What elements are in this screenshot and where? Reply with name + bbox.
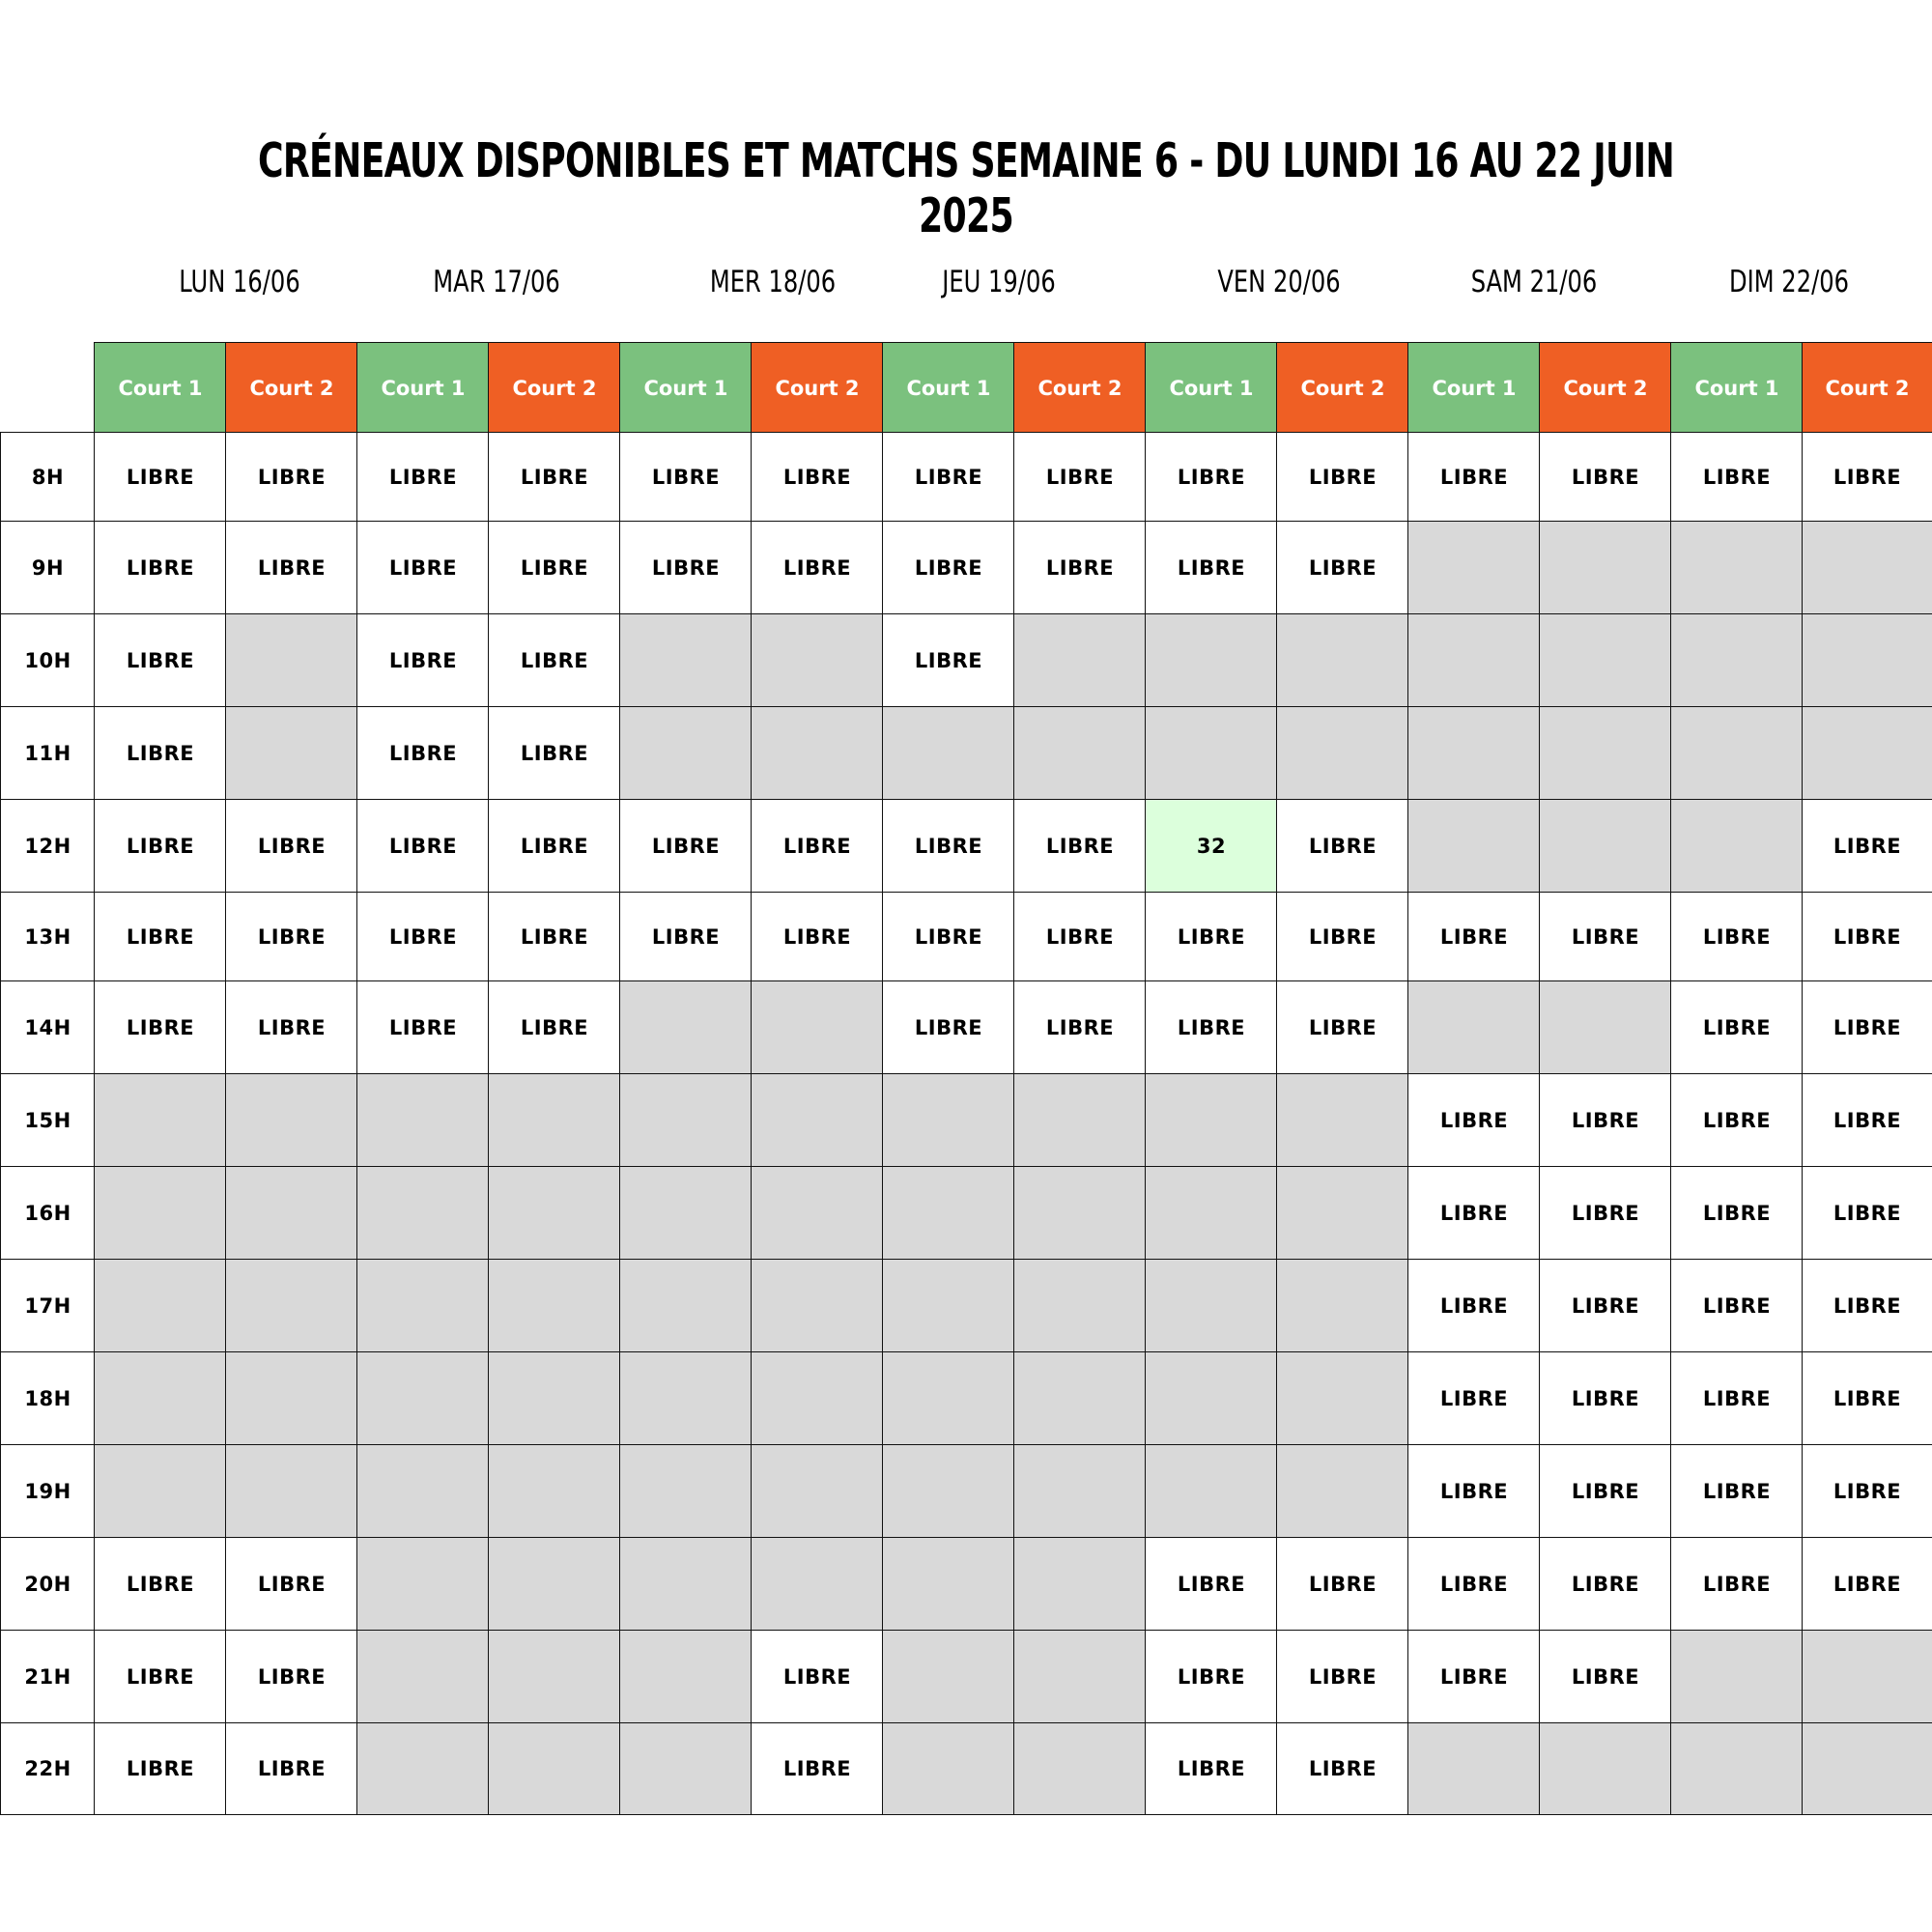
court-header: Court 1 — [356, 342, 490, 434]
free-slot[interactable]: LIBRE — [1145, 980, 1278, 1075]
free-slot[interactable]: LIBRE — [1802, 892, 1932, 982]
court-header: Court 1 — [1670, 342, 1804, 434]
unavailable-slot — [1276, 613, 1409, 708]
day-header: DIM 22/06 — [1729, 265, 1849, 299]
hour-label: 12H — [0, 799, 96, 894]
unavailable-slot — [619, 1537, 753, 1632]
unavailable-slot — [1407, 521, 1541, 615]
court-header: Court 1 — [1145, 342, 1278, 434]
free-slot[interactable]: LIBRE — [882, 613, 1015, 708]
day-header: LUN 16/06 — [179, 265, 300, 299]
free-slot[interactable]: LIBRE — [1670, 892, 1804, 982]
free-slot[interactable]: LIBRE — [356, 980, 490, 1075]
free-slot[interactable]: LIBRE — [488, 892, 621, 982]
free-slot[interactable]: LIBRE — [1670, 1259, 1804, 1353]
unavailable-slot — [1407, 799, 1541, 894]
free-slot[interactable]: LIBRE — [488, 799, 621, 894]
match-slot[interactable]: 32 — [1145, 799, 1278, 894]
unavailable-slot — [488, 1351, 621, 1446]
free-slot[interactable]: LIBRE — [1670, 980, 1804, 1075]
free-slot[interactable]: LIBRE — [1539, 892, 1672, 982]
unavailable-slot — [488, 1537, 621, 1632]
unavailable-slot — [356, 1722, 490, 1815]
unavailable-slot — [882, 1722, 1015, 1815]
unavailable-slot — [1013, 1073, 1147, 1168]
unavailable-slot — [1013, 1722, 1147, 1815]
unavailable-slot — [1539, 521, 1672, 615]
unavailable-slot — [1407, 613, 1541, 708]
unavailable-slot — [751, 1537, 884, 1632]
unavailable-slot — [1802, 706, 1932, 801]
unavailable-slot — [1539, 799, 1672, 894]
free-slot[interactable]: LIBRE — [94, 706, 227, 801]
free-slot[interactable]: LIBRE — [356, 706, 490, 801]
unavailable-slot — [225, 1259, 358, 1353]
free-slot[interactable]: LIBRE — [225, 980, 358, 1075]
free-slot[interactable]: LIBRE — [1802, 1351, 1932, 1446]
hour-label: 17H — [0, 1259, 96, 1353]
court-header: Court 2 — [488, 342, 621, 434]
free-slot[interactable]: LIBRE — [225, 892, 358, 982]
unavailable-slot — [1276, 1259, 1409, 1353]
free-slot[interactable]: LIBRE — [1802, 1073, 1932, 1168]
unavailable-slot — [356, 1166, 490, 1261]
unavailable-slot — [1145, 1259, 1278, 1353]
free-slot[interactable]: LIBRE — [225, 1537, 358, 1632]
free-slot[interactable]: LIBRE — [1276, 980, 1409, 1075]
free-slot[interactable]: LIBRE — [1407, 1537, 1541, 1632]
free-slot[interactable]: LIBRE — [1013, 521, 1147, 615]
free-slot[interactable]: LIBRE — [751, 892, 884, 982]
free-slot[interactable]: LIBRE — [94, 980, 227, 1075]
unavailable-slot — [225, 1073, 358, 1168]
free-slot[interactable]: LIBRE — [356, 613, 490, 708]
unavailable-slot — [619, 980, 753, 1075]
unavailable-slot — [94, 1259, 227, 1353]
unavailable-slot — [619, 1630, 753, 1724]
unavailable-slot — [1670, 521, 1804, 615]
court-header: Court 1 — [619, 342, 753, 434]
unavailable-slot — [94, 1351, 227, 1446]
hour-label: 18H — [0, 1351, 96, 1446]
free-slot[interactable]: LIBRE — [619, 432, 753, 523]
free-slot[interactable]: LIBRE — [1670, 1444, 1804, 1539]
unavailable-slot — [1013, 1537, 1147, 1632]
unavailable-slot — [619, 1073, 753, 1168]
free-slot[interactable]: LIBRE — [751, 432, 884, 523]
free-slot[interactable]: LIBRE — [1539, 432, 1672, 523]
unavailable-slot — [1145, 1351, 1278, 1446]
free-slot[interactable]: LIBRE — [1670, 1166, 1804, 1261]
free-slot[interactable]: LIBRE — [1407, 1444, 1541, 1539]
unavailable-slot — [619, 706, 753, 801]
free-slot[interactable]: LIBRE — [1145, 1722, 1278, 1815]
hour-label: 8H — [0, 432, 96, 523]
court-header: Court 2 — [1539, 342, 1672, 434]
day-header: MAR 17/06 — [433, 265, 560, 299]
free-slot[interactable]: LIBRE — [1539, 1073, 1672, 1168]
free-slot[interactable]: LIBRE — [619, 799, 753, 894]
unavailable-slot — [1539, 1722, 1672, 1815]
unavailable-slot — [1539, 706, 1672, 801]
free-slot[interactable]: LIBRE — [1276, 799, 1409, 894]
unavailable-slot — [619, 1259, 753, 1353]
day-header: MER 18/06 — [709, 265, 837, 299]
unavailable-slot — [225, 1444, 358, 1539]
free-slot[interactable]: LIBRE — [1539, 1630, 1672, 1724]
unavailable-slot — [1670, 799, 1804, 894]
free-slot[interactable]: LIBRE — [1407, 432, 1541, 523]
unavailable-slot — [225, 613, 358, 708]
day-header: JEU 19/06 — [942, 265, 1056, 299]
free-slot[interactable]: LIBRE — [882, 799, 1015, 894]
free-slot[interactable]: LIBRE — [751, 1722, 884, 1815]
court-header: Court 1 — [882, 342, 1015, 434]
free-slot[interactable]: LIBRE — [1407, 1259, 1541, 1353]
free-slot[interactable]: LIBRE — [1276, 1537, 1409, 1632]
unavailable-slot — [356, 1073, 490, 1168]
unavailable-slot — [1407, 980, 1541, 1075]
free-slot[interactable]: LIBRE — [1145, 1630, 1278, 1724]
free-slot[interactable]: LIBRE — [1013, 980, 1147, 1075]
hour-label: 22H — [0, 1722, 96, 1815]
free-slot[interactable]: LIBRE — [225, 432, 358, 523]
free-slot[interactable]: LIBRE — [94, 1537, 227, 1632]
free-slot[interactable]: LIBRE — [1802, 1166, 1932, 1261]
free-slot[interactable]: LIBRE — [1802, 1537, 1932, 1632]
free-slot[interactable]: LIBRE — [356, 521, 490, 615]
unavailable-slot — [1539, 980, 1672, 1075]
free-slot[interactable]: LIBRE — [488, 521, 621, 615]
free-slot[interactable]: LIBRE — [619, 892, 753, 982]
unavailable-slot — [751, 1259, 884, 1353]
free-slot[interactable]: LIBRE — [94, 613, 227, 708]
free-slot[interactable]: LIBRE — [882, 521, 1015, 615]
free-slot[interactable]: LIBRE — [225, 1630, 358, 1724]
unavailable-slot — [94, 1444, 227, 1539]
free-slot[interactable]: LIBRE — [1539, 1259, 1672, 1353]
free-slot[interactable]: LIBRE — [1145, 1537, 1278, 1632]
unavailable-slot — [356, 1444, 490, 1539]
unavailable-slot — [1802, 1630, 1932, 1724]
hour-label: 10H — [0, 613, 96, 708]
unavailable-slot — [356, 1537, 490, 1632]
hour-label: 15H — [0, 1073, 96, 1168]
unavailable-slot — [1013, 1351, 1147, 1446]
free-slot[interactable]: LIBRE — [1145, 521, 1278, 615]
free-slot[interactable]: LIBRE — [94, 799, 227, 894]
unavailable-slot — [619, 613, 753, 708]
unavailable-slot — [1276, 1351, 1409, 1446]
unavailable-slot — [1145, 706, 1278, 801]
hour-label: 14H — [0, 980, 96, 1075]
free-slot[interactable]: LIBRE — [751, 799, 884, 894]
free-slot[interactable]: LIBRE — [1539, 1444, 1672, 1539]
unavailable-slot — [488, 1073, 621, 1168]
free-slot[interactable]: LIBRE — [488, 613, 621, 708]
free-slot[interactable]: LIBRE — [488, 980, 621, 1075]
free-slot[interactable]: LIBRE — [1407, 1351, 1541, 1446]
unavailable-slot — [1670, 1630, 1804, 1724]
free-slot[interactable]: LIBRE — [1802, 980, 1932, 1075]
free-slot[interactable]: LIBRE — [225, 799, 358, 894]
unavailable-slot — [882, 706, 1015, 801]
free-slot[interactable]: LIBRE — [488, 706, 621, 801]
free-slot[interactable]: LIBRE — [1276, 432, 1409, 523]
free-slot[interactable]: LIBRE — [1670, 1537, 1804, 1632]
court-header: Court 1 — [1407, 342, 1541, 434]
free-slot[interactable]: LIBRE — [619, 521, 753, 615]
free-slot[interactable]: LIBRE — [1539, 1351, 1672, 1446]
free-slot[interactable]: LIBRE — [225, 521, 358, 615]
court-header: Court 2 — [1802, 342, 1932, 434]
unavailable-slot — [225, 706, 358, 801]
free-slot[interactable]: LIBRE — [1407, 1630, 1541, 1724]
unavailable-slot — [1802, 521, 1932, 615]
day-header: VEN 20/06 — [1217, 265, 1341, 299]
free-slot[interactable]: LIBRE — [1407, 1073, 1541, 1168]
hour-label: 19H — [0, 1444, 96, 1539]
unavailable-slot — [751, 706, 884, 801]
hour-label: 20H — [0, 1537, 96, 1632]
free-slot[interactable]: LIBRE — [1013, 432, 1147, 523]
unavailable-slot — [225, 1166, 358, 1261]
free-slot[interactable]: LIBRE — [94, 521, 227, 615]
free-slot[interactable]: LIBRE — [1670, 1073, 1804, 1168]
unavailable-slot — [488, 1722, 621, 1815]
unavailable-slot — [882, 1537, 1015, 1632]
unavailable-slot — [356, 1630, 490, 1724]
free-slot[interactable]: LIBRE — [751, 521, 884, 615]
free-slot[interactable]: LIBRE — [94, 1722, 227, 1815]
unavailable-slot — [751, 1073, 884, 1168]
unavailable-slot — [882, 1073, 1015, 1168]
free-slot[interactable]: LIBRE — [94, 892, 227, 982]
unavailable-slot — [1276, 1444, 1409, 1539]
unavailable-slot — [356, 1351, 490, 1446]
unavailable-slot — [751, 1166, 884, 1261]
free-slot[interactable]: LIBRE — [356, 799, 490, 894]
court-header: Court 2 — [1013, 342, 1147, 434]
unavailable-slot — [882, 1166, 1015, 1261]
unavailable-slot — [619, 1722, 753, 1815]
unavailable-slot — [1013, 1444, 1147, 1539]
free-slot[interactable]: LIBRE — [1013, 892, 1147, 982]
unavailable-slot — [1670, 706, 1804, 801]
free-slot[interactable]: LIBRE — [1013, 799, 1147, 894]
free-slot[interactable]: LIBRE — [1802, 432, 1932, 523]
court-header: Court 2 — [1276, 342, 1409, 434]
unavailable-slot — [882, 1259, 1015, 1353]
free-slot[interactable]: LIBRE — [882, 892, 1015, 982]
unavailable-slot — [751, 613, 884, 708]
free-slot[interactable]: LIBRE — [751, 1630, 884, 1724]
unavailable-slot — [1276, 1073, 1409, 1168]
unavailable-slot — [751, 1351, 884, 1446]
free-slot[interactable]: LIBRE — [1407, 892, 1541, 982]
court-header: Court 2 — [225, 342, 358, 434]
unavailable-slot — [882, 1351, 1015, 1446]
unavailable-slot — [619, 1166, 753, 1261]
unavailable-slot — [1407, 1722, 1541, 1815]
free-slot[interactable]: LIBRE — [356, 892, 490, 982]
free-slot[interactable]: LIBRE — [94, 1630, 227, 1724]
unavailable-slot — [1013, 1630, 1147, 1724]
court-header: Court 1 — [94, 342, 227, 434]
free-slot[interactable]: LIBRE — [1276, 521, 1409, 615]
free-slot[interactable]: LIBRE — [1276, 1722, 1409, 1815]
unavailable-slot — [488, 1630, 621, 1724]
free-slot[interactable]: LIBRE — [488, 432, 621, 523]
unavailable-slot — [1013, 1259, 1147, 1353]
free-slot[interactable]: LIBRE — [1145, 892, 1278, 982]
free-slot[interactable]: LIBRE — [1539, 1166, 1672, 1261]
free-slot[interactable]: LIBRE — [1802, 1444, 1932, 1539]
unavailable-slot — [1013, 1166, 1147, 1261]
free-slot[interactable]: LIBRE — [225, 1722, 358, 1815]
free-slot[interactable]: LIBRE — [1145, 432, 1278, 523]
unavailable-slot — [488, 1259, 621, 1353]
hour-label: 11H — [0, 706, 96, 801]
free-slot[interactable]: LIBRE — [1407, 1166, 1541, 1261]
unavailable-slot — [94, 1166, 227, 1261]
unavailable-slot — [1670, 1722, 1804, 1815]
unavailable-slot — [1013, 613, 1147, 708]
hour-label: 21H — [0, 1630, 96, 1724]
unavailable-slot — [751, 980, 884, 1075]
unavailable-slot — [1145, 1166, 1278, 1261]
unavailable-slot — [1407, 706, 1541, 801]
unavailable-slot — [1802, 1722, 1932, 1815]
free-slot[interactable]: LIBRE — [356, 432, 490, 523]
unavailable-slot — [488, 1166, 621, 1261]
unavailable-slot — [356, 1259, 490, 1353]
unavailable-slot — [1013, 706, 1147, 801]
free-slot[interactable]: LIBRE — [94, 432, 227, 523]
unavailable-slot — [1276, 1166, 1409, 1261]
unavailable-slot — [619, 1444, 753, 1539]
hour-label: 9H — [0, 521, 96, 615]
free-slot[interactable]: LIBRE — [1670, 1351, 1804, 1446]
free-slot[interactable]: LIBRE — [1802, 799, 1932, 894]
unavailable-slot — [1276, 706, 1409, 801]
unavailable-slot — [1670, 613, 1804, 708]
unavailable-slot — [94, 1073, 227, 1168]
unavailable-slot — [1145, 613, 1278, 708]
hour-label: 16H — [0, 1166, 96, 1261]
unavailable-slot — [882, 1630, 1015, 1724]
unavailable-slot — [1539, 613, 1672, 708]
hour-label: 13H — [0, 892, 96, 982]
unavailable-slot — [1802, 613, 1932, 708]
unavailable-slot — [225, 1351, 358, 1446]
unavailable-slot — [488, 1444, 621, 1539]
unavailable-slot — [1145, 1073, 1278, 1168]
free-slot[interactable]: LIBRE — [1276, 1630, 1409, 1724]
court-header: Court 2 — [751, 342, 884, 434]
free-slot[interactable]: LIBRE — [1802, 1259, 1932, 1353]
free-slot[interactable]: LIBRE — [882, 432, 1015, 523]
unavailable-slot — [882, 1444, 1015, 1539]
unavailable-slot — [751, 1444, 884, 1539]
page-title: CRÉNEAUX DISPONIBLES ET MATCHS SEMAINE 6 - DU LUNDI 16 AU 22 JUIN 2025 — [257, 133, 1675, 243]
free-slot[interactable]: LIBRE — [1276, 892, 1409, 982]
free-slot[interactable]: LIBRE — [1670, 432, 1804, 523]
free-slot[interactable]: LIBRE — [1539, 1537, 1672, 1632]
day-header: SAM 21/06 — [1470, 265, 1598, 299]
free-slot[interactable]: LIBRE — [882, 980, 1015, 1075]
unavailable-slot — [619, 1351, 753, 1446]
unavailable-slot — [1145, 1444, 1278, 1539]
